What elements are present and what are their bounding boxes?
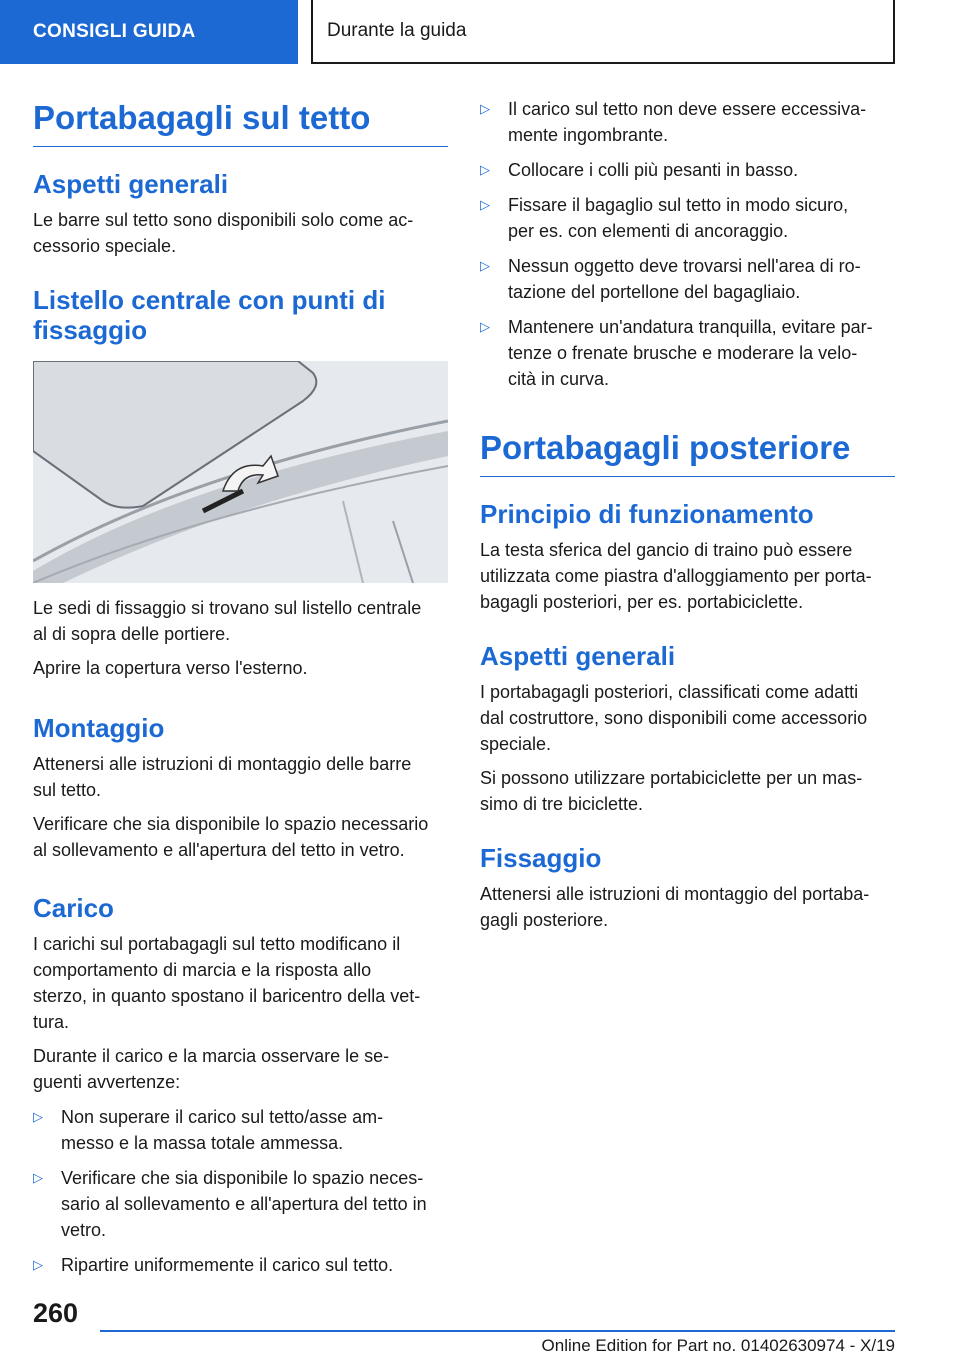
line: mente ingombrante. — [508, 125, 669, 145]
right-column — [480, 96, 895, 933]
line: Le sedi di fissaggio si trovano sul listello centrale — [33, 598, 422, 618]
triangle-bullet-icon: ▷ — [33, 1109, 43, 1124]
heading-line: Listello centrale con punti di — [33, 285, 386, 315]
paragraph-principio — [480, 537, 895, 615]
line: gagli posteriore. — [480, 910, 609, 930]
left-column — [33, 98, 448, 1278]
heading-line: fissaggio — [33, 315, 148, 345]
title-rear-rack: Portabagagli posteriore — [480, 428, 895, 477]
line: Non superare il carico sul tetto/asse am- — [61, 1107, 384, 1127]
list-item — [33, 1165, 448, 1243]
paragraph-montaggio-1 — [33, 751, 448, 803]
line: sul tetto. — [33, 780, 102, 800]
roof-illustration — [33, 361, 448, 583]
list-item — [480, 314, 895, 392]
line: per es. con elementi di ancoraggio. — [508, 221, 789, 241]
heading-carico: Carico — [33, 893, 114, 923]
footer-edition: Online Edition for Part no. 01402630974 - X/19 — [541, 1336, 895, 1355]
paragraph-aspetti-3 — [480, 765, 895, 817]
heading-listello — [33, 285, 448, 345]
line: messo e la massa totale ammessa. — [61, 1133, 344, 1153]
list-item — [480, 253, 895, 305]
line: Attenersi alle istruzioni di montaggio delle barre — [33, 754, 412, 774]
triangle-bullet-icon: ▷ — [33, 1170, 43, 1185]
header-tab: CONSIGLI GUIDA — [0, 0, 298, 64]
paragraph-fissaggio — [480, 881, 895, 933]
header-section: Durante la guida — [311, 0, 895, 64]
line: Il carico sul tetto non deve essere eccessiva- — [508, 99, 867, 119]
list-item — [480, 192, 895, 244]
line: cessorio speciale. — [33, 236, 177, 256]
paragraph-aprire: Aprire la copertura verso l'esterno. — [33, 658, 308, 678]
line: Le barre sul tetto sono disponibili solo come ac- — [33, 210, 414, 230]
paragraph-montaggio-2 — [33, 811, 448, 863]
heading-aspetti-generali: Aspetti generali — [33, 169, 229, 199]
line: cità in curva. — [508, 369, 610, 389]
paragraph-aspetti — [33, 207, 448, 259]
line: Fissare il bagaglio sul tetto in modo sicuro, — [508, 195, 849, 215]
line: vetro. — [61, 1220, 107, 1240]
line: Mantenere un'andatura tranquilla, evitare par- — [508, 317, 873, 337]
footer-divider — [100, 1330, 895, 1332]
line: La testa sferica del gancio di traino può essere — [480, 540, 853, 560]
line: Si possono utilizzare portabiciclette per un mas- — [480, 768, 863, 788]
list-item — [33, 1252, 448, 1278]
list-item — [33, 1104, 448, 1156]
triangle-bullet-icon: ▷ — [480, 197, 490, 212]
triangle-bullet-icon: ▷ — [480, 162, 490, 177]
line: I carichi sul portabagagli sul tetto modificano il — [33, 934, 401, 954]
roof-fixing-point-image — [33, 361, 448, 583]
paragraph-sedi — [33, 595, 448, 647]
line: Verificare che sia disponibile lo spazio necessario — [33, 814, 429, 834]
line: Attenersi alle istruzioni di montaggio del portaba- — [480, 884, 870, 904]
line: speciale. — [480, 734, 552, 754]
line: utilizzata come piastra d'alloggiamento per porta- — [480, 566, 872, 586]
line: dal costruttore, sono disponibili come accessorio — [480, 708, 868, 728]
line: I portabagagli posteriori, classificati come adatti — [480, 682, 859, 702]
line: sterzo, in quanto spostano il baricentro della vet- — [33, 986, 421, 1006]
list-item — [480, 96, 895, 148]
triangle-bullet-icon: ▷ — [480, 319, 490, 334]
paragraph-carico-2 — [33, 1043, 448, 1095]
heading-principio: Principio di funzionamento — [480, 499, 814, 529]
line: sario al sollevamento e all'apertura del tetto in — [61, 1194, 427, 1214]
line: Nessun oggetto deve trovarsi nell'area di ro- — [508, 256, 861, 276]
title-roof-rack: Portabagagli sul tetto — [33, 98, 448, 147]
triangle-bullet-icon: ▷ — [480, 101, 490, 116]
line: tazione del portellone del bagagliaio. — [508, 282, 801, 302]
page-number: 260 — [33, 1298, 79, 1328]
list-item — [480, 157, 895, 183]
paragraph-carico-1 — [33, 931, 448, 1035]
triangle-bullet-icon: ▷ — [480, 258, 490, 273]
triangle-bullet-icon: ▷ — [33, 1257, 43, 1272]
line: Verificare che sia disponibile lo spazio neces- — [61, 1168, 424, 1188]
line: al sollevamento e all'apertura del tetto in vetro. — [33, 840, 405, 860]
line: comportamento di marcia e la risposta allo — [33, 960, 372, 980]
line: al di sopra delle portiere. — [33, 624, 231, 644]
line: guenti avvertenze: — [33, 1072, 181, 1092]
line: tura. — [33, 1012, 70, 1032]
line: simo di tre biciclette. — [480, 794, 644, 814]
line: Durante il carico e la marcia osservare le se- — [33, 1046, 390, 1066]
line: tenze o frenate brusche e moderare la velo- — [508, 343, 858, 363]
heading-aspetti-generali-2: Aspetti generali — [480, 641, 676, 671]
heading-fissaggio: Fissaggio — [480, 843, 602, 873]
paragraph-aspetti-2 — [480, 679, 895, 757]
heading-montaggio: Montaggio — [33, 713, 165, 743]
line: Ripartire uniformemente il carico sul tetto. — [61, 1255, 394, 1275]
line: Collocare i colli più pesanti in basso. — [508, 160, 799, 180]
line: bagagli posteriori, per es. portabiciclette. — [480, 592, 804, 612]
